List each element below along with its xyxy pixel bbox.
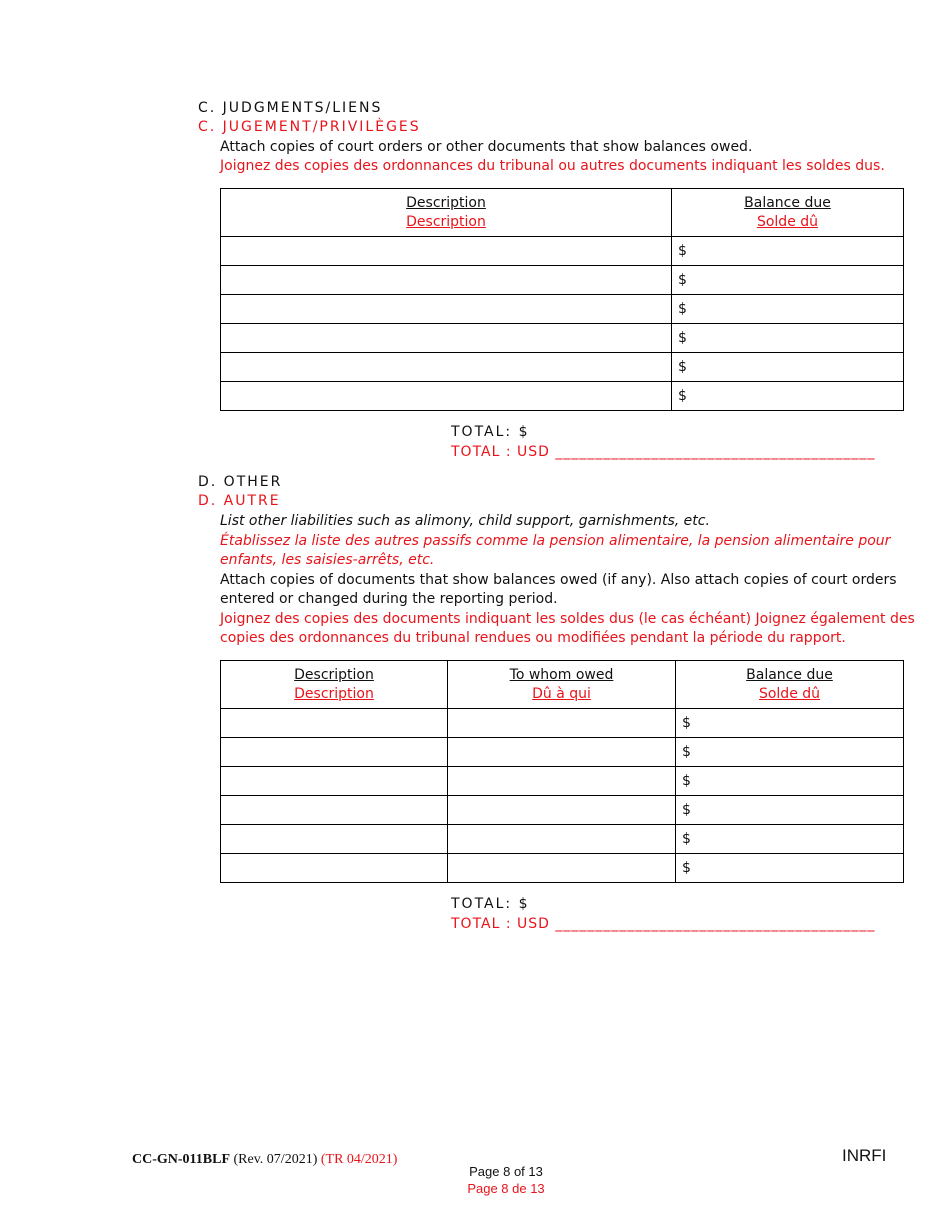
to-whom-owed-input-cell[interactable]	[448, 796, 676, 825]
section-d-list-fr-line1: Établissez la liste des autres passifs comme la pension alimentaire, la pension alimentaire pour	[220, 533, 891, 549]
description-input-cell[interactable]	[221, 738, 448, 767]
column-header-balance-due: Balance due Solde dû	[676, 661, 904, 709]
section-d-attach-fr-line1: Joignez des copies des documents indiquant les soldes dus (le cas échéant) Joignez également des	[220, 611, 915, 627]
balance-due-input-cell[interactable]: $	[676, 854, 904, 883]
section-d-attach-fr-line2: copies des ordonnances du tribunal rendues ou modifiées pendant la période du rapport.	[220, 630, 846, 646]
table-row	[221, 266, 904, 295]
description-input-cell[interactable]	[221, 825, 448, 854]
balance-due-input-cell[interactable]: $	[672, 324, 904, 353]
column-header-description: Description Description	[221, 661, 448, 709]
to-whom-owed-input-cell[interactable]	[448, 767, 676, 796]
table-header-row	[221, 189, 904, 237]
table-row	[221, 324, 904, 353]
column-header-description: Description Description	[221, 189, 672, 237]
balance-due-input-cell[interactable]: $	[676, 767, 904, 796]
description-input-cell[interactable]	[221, 324, 672, 353]
table-row	[221, 796, 904, 825]
balance-due-input-cell[interactable]: $	[672, 353, 904, 382]
judgments-table	[220, 188, 904, 411]
balance-due-input-cell[interactable]: $	[676, 796, 904, 825]
description-input-cell[interactable]	[221, 266, 672, 295]
section-c-heading-en: C. JUDGMENTS/LIENS	[198, 100, 383, 116]
description-input-cell[interactable]	[221, 709, 448, 738]
balance-due-input-cell[interactable]: $	[676, 738, 904, 767]
page-number	[446, 1163, 566, 1197]
description-input-cell[interactable]	[221, 854, 448, 883]
to-whom-owed-input-cell[interactable]	[448, 825, 676, 854]
table-row	[221, 767, 904, 796]
section-d-attach-en-line1: Attach copies of documents that show balances owed (if any). Also attach copies of court orders	[220, 572, 897, 588]
form-revision: (Rev. 07/2021)	[233, 1152, 318, 1167]
description-input-cell[interactable]	[221, 295, 672, 324]
table-row	[221, 237, 904, 266]
table-row	[221, 295, 904, 324]
balance-due-input-cell[interactable]: $	[672, 295, 904, 324]
balance-due-input-cell[interactable]: $	[672, 237, 904, 266]
section-c-instruction-en: Attach copies of court orders or other documents that show balances owed.	[220, 139, 753, 155]
table-row	[221, 825, 904, 854]
description-input-cell[interactable]	[221, 796, 448, 825]
balance-due-input-cell[interactable]: $	[676, 709, 904, 738]
table-row	[221, 738, 904, 767]
balance-due-input-cell[interactable]: $	[676, 825, 904, 854]
column-header-to-whom-owed: To whom owed Dû à qui	[448, 661, 676, 709]
table-header-row	[221, 661, 904, 709]
section-c-total-en[interactable]: TOTAL: $	[451, 424, 530, 440]
balance-due-input-cell[interactable]: $	[672, 266, 904, 295]
section-d-total-fr[interactable]: TOTAL : USD ________________________________________	[451, 916, 876, 932]
section-c-instruction-fr: Joignez des copies des ordonnances du tribunal ou autres documents indiquant les soldes dus.	[220, 158, 885, 174]
to-whom-owed-input-cell[interactable]	[448, 709, 676, 738]
section-d-attach-en-line2: entered or changed during the reporting period.	[220, 591, 558, 607]
section-c-total-fr[interactable]: TOTAL : USD ________________________________________	[451, 444, 876, 460]
to-whom-owed-input-cell[interactable]	[448, 854, 676, 883]
column-header-balance-due: Balance due Solde dû	[672, 189, 904, 237]
description-input-cell[interactable]	[221, 237, 672, 266]
section-c-heading-fr: C. JUGEMENT/PRIVILÈGES	[198, 119, 421, 135]
page-number-en: Page 8 of 13	[469, 1164, 543, 1179]
form-translation-revision: (TR 04/2021)	[320, 1152, 398, 1167]
section-d-list-fr-line2: enfants, les saisies-arrêts, etc.	[220, 552, 435, 568]
form-code	[132, 1152, 397, 1168]
table-row	[221, 382, 904, 411]
description-input-cell[interactable]	[221, 382, 672, 411]
description-input-cell[interactable]	[221, 767, 448, 796]
description-input-cell[interactable]	[221, 353, 672, 382]
balance-due-input-cell[interactable]: $	[672, 382, 904, 411]
section-d-heading-en: D. OTHER	[198, 474, 283, 490]
other-liabilities-table	[220, 660, 904, 883]
inrfi-label: INRFI	[842, 1146, 887, 1165]
table-row	[221, 854, 904, 883]
page-number-fr: Page 8 de 13	[467, 1181, 545, 1196]
section-d-heading-fr: D. AUTRE	[198, 493, 281, 509]
form-code-id: CC-GN-011BLF	[132, 1152, 230, 1167]
table-row	[221, 709, 904, 738]
to-whom-owed-input-cell[interactable]	[448, 738, 676, 767]
table-row	[221, 353, 904, 382]
section-d-list-en: List other liabilities such as alimony, child support, garnishments, etc.	[220, 513, 710, 529]
section-d-total-en[interactable]: TOTAL: $	[451, 896, 530, 912]
